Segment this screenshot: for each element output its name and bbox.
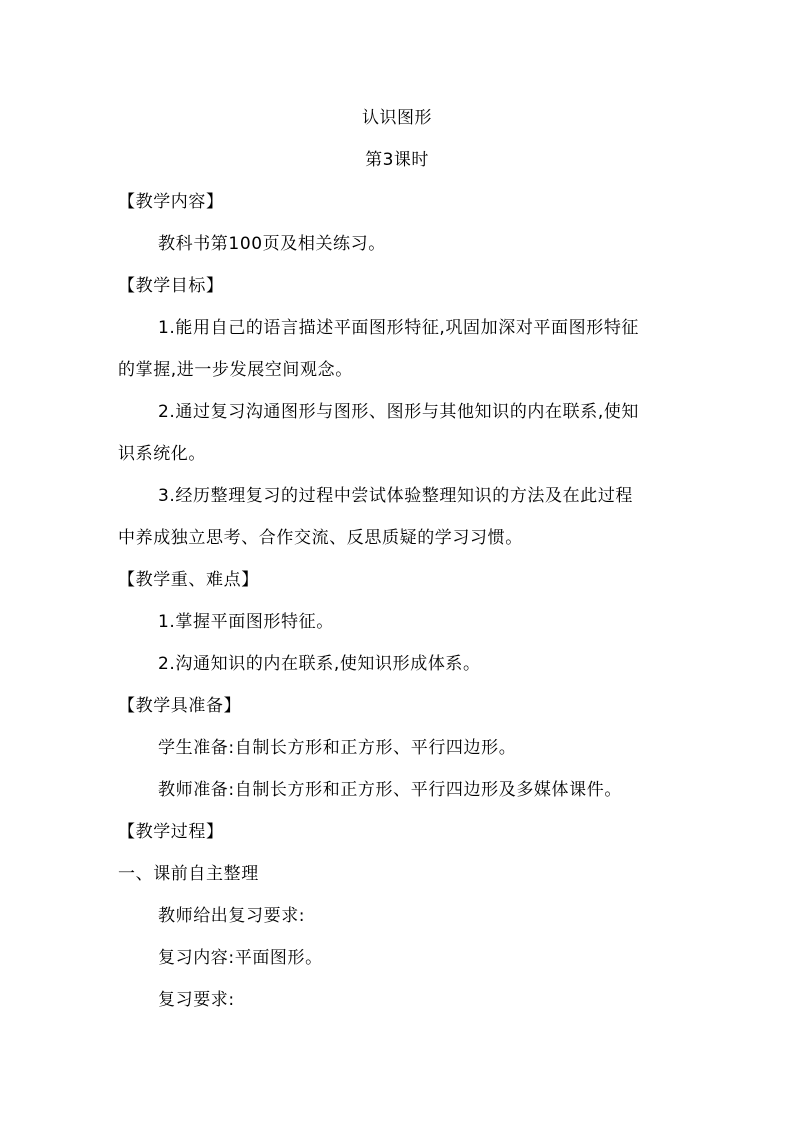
- process-heading: 【教学过程】: [118, 822, 224, 842]
- goals-heading: 【教学目标】: [118, 276, 224, 296]
- teacher-preparation: 教师准备:自制长方形和正方形、平行四边形及多媒体课件。: [158, 780, 622, 800]
- document-subtitle: 第3课时: [365, 150, 429, 170]
- goal-3-line-2: 中养成独立思考、合作交流、反思质疑的学习习惯。: [118, 528, 523, 548]
- content-text: 教科书第100页及相关练习。: [158, 234, 386, 254]
- section-1-title: 一、课前自主整理: [118, 864, 259, 884]
- goal-1-line-1: 1.能用自己的语言描述平面图形特征,巩固加深对平面图形特征: [158, 318, 640, 338]
- document-title: 认识图形: [362, 108, 432, 128]
- review-content: 复习内容:平面图形。: [158, 948, 323, 968]
- goal-1-line-2: 的掌握,进一步发展空间观念。: [118, 360, 353, 380]
- content-heading: 【教学内容】: [118, 192, 224, 212]
- goal-3-line-1: 3.经历整理复习的过程中尝试体验整理知识的方法及在此过程: [158, 486, 634, 506]
- teacher-requirement: 教师给出复习要求:: [158, 906, 306, 926]
- key-point-2: 2.沟通知识的内在联系,使知识形成体系。: [158, 654, 481, 674]
- goal-2-line-1: 2.通过复习沟通图形与图形、图形与其他知识的内在联系,使知: [158, 402, 640, 422]
- student-preparation: 学生准备:自制长方形和正方形、平行四边形。: [158, 738, 517, 758]
- key-point-1: 1.掌握平面图形特征。: [158, 612, 334, 632]
- key-points-heading: 【教学重、难点】: [118, 570, 259, 590]
- preparation-heading: 【教学具准备】: [118, 696, 242, 716]
- goal-2-line-2: 识系统化。: [118, 444, 206, 464]
- review-requirement: 复习要求:: [158, 990, 235, 1010]
